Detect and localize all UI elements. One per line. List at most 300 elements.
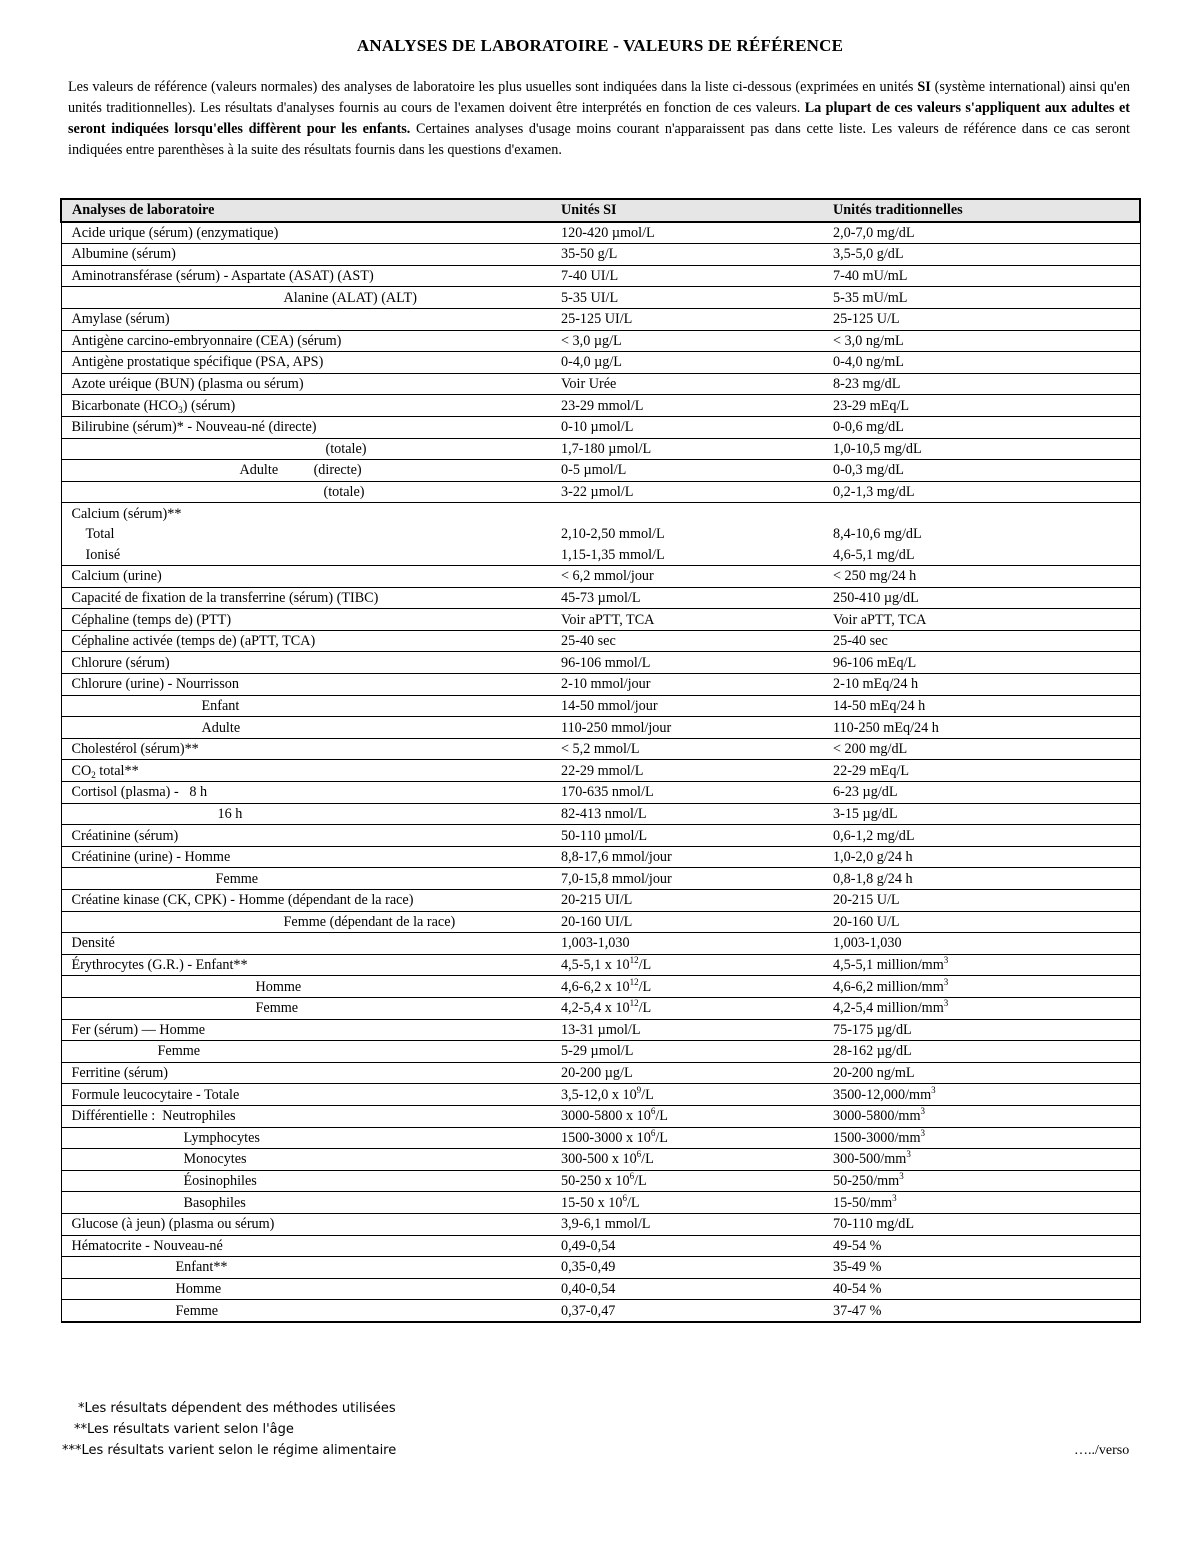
analysis-label: Enfant — [201, 697, 240, 714]
traditional-value: 2,0-7,0 mg/dL — [833, 224, 915, 241]
analysis-label: Créatinine (urine) - Homme — [71, 849, 231, 866]
cell-analysis — [61, 695, 551, 717]
cell-analysis — [61, 846, 551, 868]
header-analyses: Analyses de laboratoire — [72, 202, 215, 219]
analysis-label: Femme — [157, 1043, 201, 1060]
cell-traditional-value — [823, 308, 1140, 330]
cell-si-value — [551, 782, 823, 804]
cell-analysis — [61, 395, 551, 417]
cell-traditional-value — [823, 782, 1140, 804]
cell-traditional-value — [823, 1062, 1140, 1084]
table-row — [61, 1062, 1140, 1084]
si-value: < 6,2 mmol/jour — [561, 568, 654, 585]
cell-analysis — [61, 803, 551, 825]
analysis-label: Antigène prostatique spécifique (PSA, APS) — [71, 354, 324, 371]
cell-si-value — [551, 1127, 823, 1149]
si-value: 0,37-0,47 — [561, 1302, 616, 1319]
analysis-label: Alanine (ALAT) (ALT) — [283, 289, 417, 306]
traditional-value: 20-200 ng/mL — [833, 1065, 915, 1082]
cell-traditional-value — [823, 738, 1140, 760]
traditional-value: 1,003-1,030 — [833, 935, 902, 952]
traditional-value: 25-125 U/L — [833, 311, 900, 328]
cell-si-value — [551, 1170, 823, 1192]
table-row — [61, 460, 1140, 482]
cell-si-value — [551, 997, 823, 1019]
analysis-label: Chlorure (sérum) — [71, 654, 170, 671]
si-unit-suffix: /L — [634, 1173, 647, 1190]
cell-si-value — [551, 244, 823, 266]
analysis-label: Cortisol (plasma) - 8 h — [71, 784, 208, 801]
traditional-value: 0-0,3 mg/dL — [833, 462, 904, 479]
analysis-label: Céphaline (temps de) (PTT) — [71, 611, 232, 628]
si-value: < 5,2 mmol/L — [561, 741, 640, 758]
si-value: 96-106 mmol/L — [561, 654, 651, 671]
si-unit-suffix: /L — [655, 1129, 668, 1146]
analysis-label: (totale) — [323, 484, 365, 501]
analysis-label: Glucose (à jeun) (plasma ou sérum) — [71, 1216, 275, 1233]
table-row — [61, 373, 1140, 395]
cell-analysis — [61, 717, 551, 739]
si-unit-suffix: /L — [638, 957, 652, 974]
intro-si-bold: SI — [917, 79, 931, 95]
cell-analysis — [61, 760, 551, 782]
analysis-label: Créatine kinase (CK, CPK) - Homme (dépendant de la race) — [71, 892, 414, 909]
analysis-label: Antigène carcino-embryonnaire (CEA) (sérum) — [71, 332, 342, 349]
cell-traditional-value — [823, 524, 1140, 545]
si-value: 35-50 g/L — [561, 246, 618, 263]
cell-analysis — [61, 674, 551, 696]
table-row — [61, 416, 1140, 438]
traditional-value: 0-0,6 mg/dL — [833, 419, 904, 436]
traditional-value: 35-49 % — [833, 1259, 882, 1276]
analysis-label: Bicarbonate (HCO — [71, 397, 179, 414]
cell-traditional-value — [823, 911, 1140, 933]
table-row — [61, 1213, 1140, 1235]
si-value: 22-29 mmol/L — [561, 762, 644, 779]
traditional-value: 1,0-10,5 mg/dL — [833, 440, 922, 457]
analysis-label: Homme — [175, 1280, 222, 1297]
cell-si-value — [551, 695, 823, 717]
cell-traditional-value — [823, 1170, 1140, 1192]
table-row — [61, 587, 1140, 609]
footnote-diet: ***Les résultats varient selon le régime alimentaire — [62, 1443, 397, 1458]
cell-analysis — [61, 997, 551, 1019]
table-row — [61, 545, 1140, 566]
cell-analysis — [61, 1192, 551, 1214]
table-row — [61, 308, 1140, 330]
table-row — [61, 674, 1140, 696]
traditional-exponent: 3 — [899, 1171, 904, 1182]
table-row — [61, 976, 1140, 998]
cell-traditional-value — [823, 481, 1140, 503]
cell-si-value — [551, 287, 823, 309]
analysis-label: Fer (sérum) — Homme — [71, 1021, 206, 1038]
table-row — [61, 630, 1140, 652]
si-value: 5-35 UI/L — [561, 289, 619, 306]
cell-analysis — [61, 587, 551, 609]
traditional-value: 14-50 mEq/24 h — [833, 697, 926, 714]
cell-si-value — [551, 1300, 823, 1322]
cell-analysis — [61, 1062, 551, 1084]
cell-traditional-value — [823, 1041, 1140, 1063]
cell-si-value — [551, 976, 823, 998]
analysis-label: 16 h — [217, 805, 243, 822]
traditional-value: 2-10 mEq/24 h — [833, 676, 919, 693]
cell-analysis — [61, 609, 551, 631]
cell-analysis — [61, 244, 551, 266]
si-unit-suffix: /L — [638, 978, 652, 995]
table-row — [61, 695, 1140, 717]
analysis-label-suffix: ) (sérum) — [182, 397, 236, 414]
cell-analysis — [61, 287, 551, 309]
cell-si-value — [551, 738, 823, 760]
table-row — [61, 352, 1140, 374]
si-value: 0-10 µmol/L — [561, 419, 634, 436]
si-value: 120-420 µmol/L — [561, 224, 655, 241]
si-value: 1,15-1,35 mmol/L — [561, 546, 665, 563]
cell-traditional-value — [823, 1019, 1140, 1041]
cell-analysis — [61, 265, 551, 287]
cell-si-value — [551, 1257, 823, 1279]
cell-traditional-value — [823, 933, 1140, 955]
cell-analysis — [61, 308, 551, 330]
si-exponent: 12 — [629, 955, 639, 966]
table-row — [61, 954, 1140, 976]
cell-traditional-value — [823, 416, 1140, 438]
analysis-label: Cholestérol (sérum)** — [71, 741, 199, 758]
si-value: 0,49-0,54 — [561, 1237, 616, 1254]
table-row — [61, 868, 1140, 890]
table-row — [61, 997, 1140, 1019]
cell-analysis — [61, 890, 551, 912]
table-row — [61, 825, 1140, 847]
table-row — [61, 438, 1140, 460]
analysis-label: (totale) — [325, 440, 367, 457]
cell-traditional-value — [823, 1127, 1140, 1149]
cell-analysis — [61, 503, 551, 524]
table-row — [61, 1084, 1140, 1106]
table-row — [61, 1149, 1140, 1171]
analysis-label: Basophiles — [183, 1194, 246, 1211]
page-title: ANALYSES DE LABORATOIRE - VALEURS DE RÉFÉRENCE — [356, 36, 844, 55]
table-row — [61, 1278, 1140, 1300]
cell-traditional-value — [823, 503, 1140, 524]
cell-si-value — [551, 630, 823, 652]
cell-traditional-value — [823, 1084, 1140, 1106]
table-row — [61, 1300, 1140, 1322]
traditional-value: 4,6-5,1 mg/dL — [833, 546, 915, 563]
cell-si-value — [551, 524, 823, 545]
si-value: 7,0-15,8 mmol/jour — [561, 870, 672, 887]
cell-si-value — [551, 1084, 823, 1106]
cell-traditional-value — [823, 395, 1140, 417]
traditional-value: 7-40 mU/mL — [833, 268, 908, 285]
cell-si-value — [551, 330, 823, 352]
analysis-label: Albumine (sérum) — [71, 246, 176, 263]
analysis-label: Adulte — [201, 719, 241, 736]
cell-traditional-value — [823, 460, 1140, 482]
analysis-label: Femme — [215, 870, 259, 887]
si-exponent: 6 — [650, 1106, 656, 1117]
traditional-value: 3,5-5,0 g/dL — [833, 246, 904, 263]
si-value: 15-50 x 10 — [561, 1194, 623, 1211]
cell-si-value — [551, 760, 823, 782]
traditional-value: 0,8-1,8 g/24 h — [833, 870, 913, 887]
analysis-label: Femme (dépendant de la race) — [283, 913, 456, 930]
si-value: 50-110 µmol/L — [561, 827, 648, 844]
cell-analysis — [61, 1213, 551, 1235]
traditional-value: 40-54 % — [833, 1280, 882, 1297]
cell-traditional-value — [823, 695, 1140, 717]
cell-analysis — [61, 976, 551, 998]
traditional-exponent: 3 — [920, 1127, 925, 1138]
traditional-value: 1,0-2,0 g/24 h — [833, 849, 913, 866]
intro-text-2: (système international) ainsi qu'en unités traditionnelles). Les résultats d'analyses fournis au cours de l'examen doivent être interprétés en fonction de ces valeurs. — [68, 79, 1130, 116]
cell-traditional-value — [823, 545, 1140, 566]
traditional-exponent: 3 — [920, 1106, 925, 1117]
cell-si-value — [551, 1149, 823, 1171]
traditional-value: 110-250 mEq/24 h — [833, 719, 939, 736]
analysis-label: Hématocrite - Nouveau-né — [71, 1237, 223, 1254]
traditional-value: 0,6-1,2 mg/dL — [833, 827, 915, 844]
table-row — [61, 933, 1140, 955]
table-row — [61, 244, 1140, 266]
si-value: 25-40 sec — [561, 633, 616, 650]
cell-traditional-value — [823, 652, 1140, 674]
table-row — [61, 524, 1140, 545]
analysis-label: CO — [71, 762, 92, 779]
cell-si-value — [551, 416, 823, 438]
si-value: Voir Urée — [561, 376, 617, 393]
table-row — [61, 652, 1140, 674]
si-value: 45-73 µmol/L — [561, 589, 641, 606]
cell-si-value — [551, 954, 823, 976]
traditional-value: 0,2-1,3 mg/dL — [833, 484, 915, 501]
table-row — [61, 1192, 1140, 1214]
intro-text-3: Certaines analyses d'usage moins courant n'apparaissent pas dans cette liste. Les valeurs de référence dans ce cas seront indiquées entre parenthèses à la suite des résultats fournis dans les questions d'examen. — [68, 121, 1130, 158]
table-row — [61, 1170, 1140, 1192]
si-value: 20-160 UI/L — [561, 913, 633, 930]
table-row — [61, 395, 1140, 417]
traditional-value: 28-162 µg/dL — [833, 1043, 912, 1060]
analysis-label: Amylase (sérum) — [71, 311, 170, 328]
footnote-verso: …../verso — [1074, 1443, 1130, 1458]
cell-analysis — [61, 1257, 551, 1279]
traditional-value: 0-4,0 ng/mL — [833, 354, 904, 371]
si-value: 3-22 µmol/L — [561, 484, 634, 501]
cell-traditional-value — [823, 976, 1140, 998]
footnote-methods: *Les résultats dépendent des méthodes utilisées — [78, 1401, 396, 1416]
cell-si-value — [551, 890, 823, 912]
si-value: 2-10 mmol/jour — [561, 676, 651, 693]
traditional-exponent: 3 — [943, 955, 949, 966]
cell-analysis — [61, 545, 551, 566]
si-unit-suffix: /L — [638, 1000, 652, 1017]
reference-values-table — [60, 198, 1141, 1323]
traditional-value: < 250 mg/24 h — [833, 568, 917, 585]
traditional-value: 23-29 mEq/L — [833, 397, 910, 414]
cell-si-value — [551, 222, 823, 244]
traditional-exponent: 3 — [943, 998, 949, 1009]
analysis-label: Lymphocytes — [183, 1129, 260, 1146]
analysis-label: Densité — [71, 935, 115, 952]
cell-si-value — [551, 352, 823, 374]
traditional-value: 300-500/mm — [833, 1151, 907, 1168]
cell-analysis — [61, 1235, 551, 1257]
table-row — [61, 782, 1140, 804]
cell-traditional-value — [823, 1235, 1140, 1257]
cell-si-value — [551, 1192, 823, 1214]
cell-analysis — [61, 352, 551, 374]
cell-si-value — [551, 803, 823, 825]
table-row — [61, 803, 1140, 825]
table-row — [61, 846, 1140, 868]
traditional-value: 25-40 sec — [833, 633, 888, 650]
cell-si-value — [551, 1278, 823, 1300]
cell-si-value — [551, 825, 823, 847]
intro-text-1: Les valeurs de référence (valeurs normales) des analyses de laboratoire les plus usuelles sont indiquées dans la liste ci-dessous (exprimées en unités — [68, 79, 918, 95]
traditional-exponent: 3 — [906, 1149, 911, 1160]
table-row — [61, 911, 1140, 933]
cell-si-value — [551, 846, 823, 868]
cell-analysis — [61, 1019, 551, 1041]
si-exponent: 6 — [636, 1149, 642, 1160]
traditional-value: < 3,0 ng/mL — [833, 332, 904, 349]
si-value: 8,8-17,6 mmol/jour — [561, 849, 672, 866]
analysis-label: Acide urique (sérum) (enzymatique) — [71, 224, 279, 241]
cell-analysis — [61, 825, 551, 847]
analysis-label: Aminotransférase (sérum) - Aspartate (ASAT) (AST) — [71, 268, 374, 285]
si-value: 110-250 mmol/jour — [561, 719, 672, 736]
table-row — [61, 287, 1140, 309]
table-row — [61, 503, 1140, 524]
table-row — [61, 1127, 1140, 1149]
analysis-label-suffix: total** — [95, 762, 139, 779]
traditional-value: 4,6-6,2 million/mm — [833, 978, 944, 995]
cell-si-value — [551, 438, 823, 460]
cell-analysis — [61, 954, 551, 976]
analysis-label: Éosinophiles — [183, 1173, 257, 1190]
analysis-label: Monocytes — [183, 1151, 247, 1168]
si-value: 3,9-6,1 mmol/L — [561, 1216, 651, 1233]
traditional-value: 50-250/mm — [833, 1173, 900, 1190]
cell-analysis — [61, 630, 551, 652]
cell-si-value — [551, 1213, 823, 1235]
cell-analysis — [61, 738, 551, 760]
analysis-label: Chlorure (urine) - Nourrisson — [71, 676, 239, 693]
table-row — [61, 717, 1140, 739]
cell-analysis — [61, 566, 551, 588]
analysis-subscript: 2 — [91, 769, 96, 780]
cell-si-value — [551, 460, 823, 482]
traditional-value: < 200 mg/dL — [833, 741, 908, 758]
analysis-label: Femme — [255, 1000, 299, 1017]
si-value: 13-31 µmol/L — [561, 1021, 641, 1038]
analysis-label: Homme — [255, 978, 302, 995]
cell-si-value — [551, 566, 823, 588]
cell-traditional-value — [823, 1105, 1140, 1127]
cell-traditional-value — [823, 566, 1140, 588]
cell-analysis — [61, 373, 551, 395]
cell-analysis — [61, 330, 551, 352]
table-row — [61, 566, 1140, 588]
cell-traditional-value — [823, 630, 1140, 652]
cell-si-value — [551, 868, 823, 890]
cell-traditional-value — [823, 587, 1140, 609]
si-value: 3000-5800 x 10 — [561, 1108, 651, 1125]
analysis-label: Femme — [175, 1302, 219, 1319]
traditional-value: 96-106 mEq/L — [833, 654, 917, 671]
si-exponent: 6 — [622, 1192, 627, 1203]
cell-si-value — [551, 373, 823, 395]
table-row — [61, 760, 1140, 782]
table-row — [61, 1235, 1140, 1257]
cell-analysis — [61, 460, 551, 482]
cell-analysis — [61, 416, 551, 438]
si-value: 20-215 UI/L — [561, 892, 633, 909]
si-value: 0-4,0 µg/L — [561, 354, 622, 371]
si-exponent: 6 — [629, 1171, 635, 1182]
si-value: Voir aPTT, TCA — [561, 611, 655, 628]
analysis-label: Capacité de fixation de la transferrine (sérum) (TIBC) — [71, 589, 379, 606]
si-value: 23-29 mmol/L — [561, 397, 644, 414]
si-exponent: 6 — [650, 1127, 656, 1138]
table-row — [61, 1041, 1140, 1063]
si-value: 1500-3000 x 10 — [561, 1129, 651, 1146]
cell-traditional-value — [823, 846, 1140, 868]
traditional-value: 20-160 U/L — [833, 913, 900, 930]
cell-analysis — [61, 524, 551, 545]
analysis-label: Ferritine (sérum) — [71, 1065, 169, 1082]
analysis-label: Calcium (sérum)** — [71, 505, 182, 522]
traditional-value: 5-35 mU/mL — [833, 289, 908, 306]
analysis-label: Adulte (directe) — [239, 462, 362, 479]
analysis-label: Érythrocytes (G.R.) - Enfant** — [71, 957, 248, 974]
cell-analysis — [61, 1278, 551, 1300]
traditional-value: 75-175 µg/dL — [833, 1021, 912, 1038]
cell-traditional-value — [823, 825, 1140, 847]
cell-traditional-value — [823, 1149, 1140, 1171]
traditional-value: 3500-12,000/mm — [833, 1086, 932, 1103]
cell-analysis — [61, 481, 551, 503]
si-exponent: 9 — [636, 1084, 642, 1095]
traditional-value: 20-215 U/L — [833, 892, 900, 909]
si-value: 2,10-2,50 mmol/L — [561, 526, 665, 543]
cell-traditional-value — [823, 609, 1140, 631]
cell-analysis — [61, 222, 551, 244]
si-value: 14-50 mmol/jour — [561, 697, 658, 714]
cell-traditional-value — [823, 244, 1140, 266]
cell-si-value — [551, 1019, 823, 1041]
analysis-label: Calcium (urine) — [71, 568, 162, 585]
si-value: 5-29 µmol/L — [561, 1043, 634, 1060]
traditional-value: Voir aPTT, TCA — [833, 611, 927, 628]
cell-si-value — [551, 933, 823, 955]
si-unit-suffix: /L — [641, 1086, 654, 1103]
si-value: 20-200 µg/L — [561, 1065, 633, 1082]
cell-traditional-value — [823, 222, 1140, 244]
analysis-label: Enfant** — [175, 1259, 228, 1276]
table-body — [61, 222, 1140, 1322]
cell-traditional-value — [823, 803, 1140, 825]
cell-analysis — [61, 1170, 551, 1192]
analysis-label: Total — [85, 526, 115, 543]
traditional-value: 70-110 mg/dL — [833, 1216, 915, 1233]
analysis-subscript: 3 — [178, 404, 183, 415]
cell-traditional-value — [823, 717, 1140, 739]
cell-analysis — [61, 438, 551, 460]
traditional-value: 22-29 mEq/L — [833, 762, 910, 779]
